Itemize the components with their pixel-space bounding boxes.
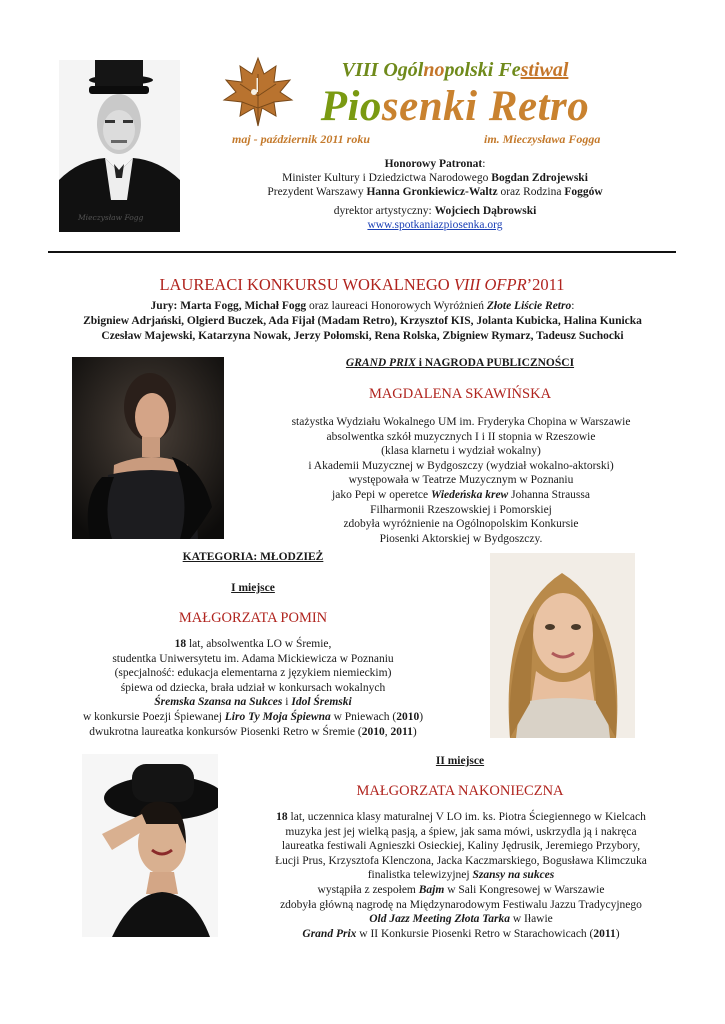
festival-title-line1: VIII Ogólnopolski Festiwal (341, 59, 569, 81)
patronage-line1: Minister Kultury i Dziedzictwa Narodowego Bogdan Zdrojewski (282, 172, 588, 184)
grand-prix-label: GRAND PRIX i NAGRODA PUBLICZNOŚCI (345, 357, 575, 369)
youth-category-label: KATEGORIA: MŁODZIEŻ (182, 551, 324, 563)
first-place-bio: 18 lat, absolwentka LO w Śremie, studentka Uniwersytetu im. Adama Mickiewicza w Poznaniu (specjalność: edukacja elementarna z językiem niemieckim) śpiewa od dziecka, brała udział w konkursach wokalnych Śremska Szansa na Sukces i Idol Śremski w konkursie Poezji Śpiewanej Liro Ty Moja Śpiewna w Pniewach (2010) dwukrotna laureatka konkursów Piosenki Retro w Śremie (2010, 2011) (82, 638, 424, 738)
website-link[interactable]: www.spotkaniazpiosenka.org (367, 219, 503, 231)
fogg-portrait (59, 60, 180, 232)
fogg-signature: Mieczysław Fogg (78, 213, 144, 222)
grand-prix-bio: stażystka Wydziału Wokalnego UM im. Fryderyka Chopina w Warszawie absolwentka szkół muzycznych I i II stopnia w Rzeszowie (klasa klarnetu i wydział wokalny) i Akademii Muzycznej w Bydgoszczy (wydział wokalno-aktorski) występowała w Teatrze Muzycznym w Poznaniu jako Pepi w operetce Wiedeńska krew Johanna Straussa Filharmonii Rzeszowskiej i Pomorskiej zdobyła wyróżnienie na Ogólnopolskim Konkursie Piosenki Aktorskiej w Bydgoszczy. (291, 416, 631, 545)
page-title: LAUREACI KONKURSU WOKALNEGO VIII OFPR’2011 (159, 275, 565, 294)
patronage-block: Honorowy Patronat: Minister Kultury i Dziedzictwa Narodowego Bogdan Zdrojewski Prezydent Warszawy Hanna Gronkiewicz-Waltz oraz Rodzina Foggów dyrektor artystyczny: Wojciech Dąbrowski www.spotkaniazpiosenka.org (240, 157, 630, 232)
festival-patron-name: im. Mieczysława Fogga (484, 132, 601, 146)
second-place-bio: 18 lat, uczennica klasy maturalnej V LO im. ks. Piotra Ściegiennego w Kielcach muzyka jest jej wielką pasją, a śpiew, jak sama mówi, uskrzydla ją i nakręca laureatka festiwali Agnieszki Osieckiej, Kaliny Jędrusik, Jeremiego Przybory, Łucji Prus, Krzysztofa Klenczona, Jacka Kaczmarskiego, Bogusława Klimczuka finalistka telewizyjnej Szansy na sukces wystąpiła z zespołem Bajm w Sali Kongresowej w Warszawie zdobyła główną nagrodę na Międzynarodowym Festiwalu Jazzu Tradycyjnego Old Jazz Meeting Złota Tarka w Iławie Grand Prix w II Konkursie Piosenki Retro w Starachowicach (2011) (275, 811, 647, 940)
director-line: dyrektor artystyczny: Wojciech Dąbrowski (333, 205, 537, 217)
photo-malgorzata-nakonieczna (82, 754, 218, 937)
header-divider (48, 251, 676, 253)
grand-prix-winner-name: MAGDALENA SKAWIŃSKA (368, 386, 552, 402)
festival-dates: maj - październik 2011 roku (232, 132, 371, 146)
patronage-line2: Prezydent Warszawy Hanna Gronkiewicz-Waltz oraz Rodzina Foggów (267, 186, 603, 198)
festival-title-line2: Piosenki Retro (320, 83, 590, 130)
photo-malgorzata-pomin (490, 553, 635, 738)
first-place-winner-name: MAŁGORZATA POMIN (178, 610, 328, 626)
patronage-heading: Honorowy Patronat (384, 158, 483, 170)
second-place-winner-name: MAŁGORZATA NAKONIECZNA (356, 783, 564, 799)
second-place-label: II miejsce (435, 755, 485, 767)
photo-magdalena-skawinska (72, 357, 224, 539)
jury-list: Jury: Marta Fogg, Michał Fogg oraz laureaci Honorowych Wyróżnień Złote Liście Retro: Zbigniew Adrjański, Olgierd Buczek, Ada Fijał (Madam Retro), Krzysztof KIS, Jolanta Kubicka, Halina Kunicka Czesław Majewski, Katarzyna Nowak, Jerzy Połomski, Rena Rolska, Zbigniew Rymarz, Tadeusz Suchocki (83, 300, 642, 342)
first-place-label: I miejsce (231, 582, 275, 594)
maple-leaf-logo (218, 52, 298, 132)
